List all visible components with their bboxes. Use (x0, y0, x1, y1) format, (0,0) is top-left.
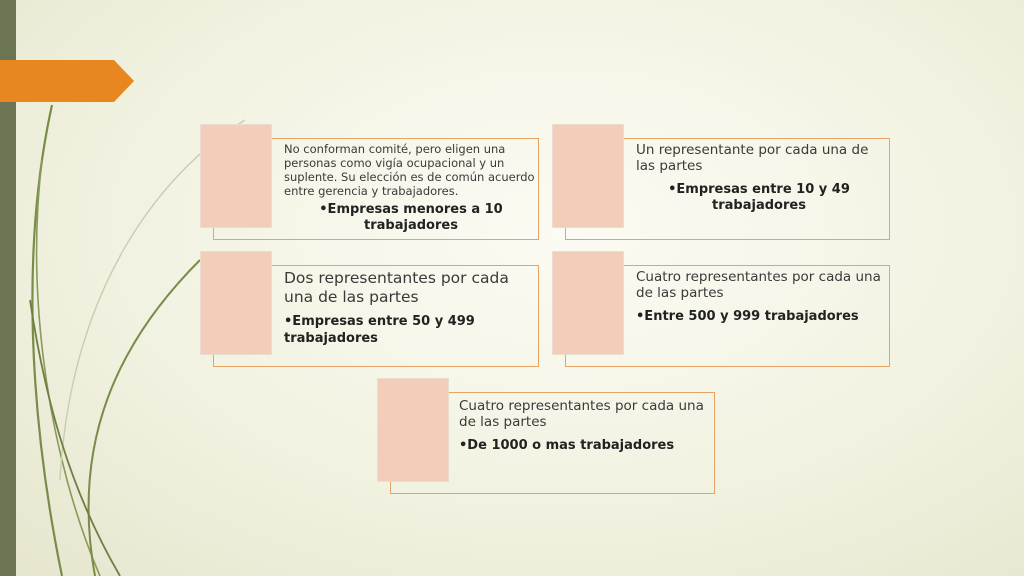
card-description: Dos representantes por cada una de las partes (284, 269, 509, 306)
info-card-3 (200, 251, 540, 368)
card-bullet: •Empresas menores a 10 trabajadores (319, 202, 503, 233)
orange-tab-shape (0, 60, 134, 102)
card-description: Cuatro representantes por cada una de las partes (459, 398, 704, 430)
info-card-1 (200, 124, 540, 240)
info-card-4 (552, 251, 892, 368)
card-description: No conforman comité, pero eligen una personas como vigía ocupacional y un suplente. Su elección es de común acuerdo entre gerencia y trabajadores. (284, 142, 535, 198)
card-bullet: •Empresas entre 50 y 499 trabajadores (284, 314, 475, 346)
card-square (552, 251, 624, 355)
info-card-2 (552, 124, 892, 240)
card-square (552, 124, 624, 228)
card-description: Un representante por cada una de las partes (636, 142, 869, 174)
card-bullet: •De 1000 o mas trabajadores (459, 438, 675, 453)
card-bullet: •Entre 500 y 999 trabajadores (636, 309, 859, 324)
info-card-5 (377, 378, 717, 495)
card-square (200, 124, 272, 228)
card-square (377, 378, 449, 482)
card-square (200, 251, 272, 355)
card-description: Cuatro representantes por cada una de las partes (636, 269, 881, 301)
card-bullet: •Empresas entre 10 y 49 trabajadores (668, 182, 850, 213)
